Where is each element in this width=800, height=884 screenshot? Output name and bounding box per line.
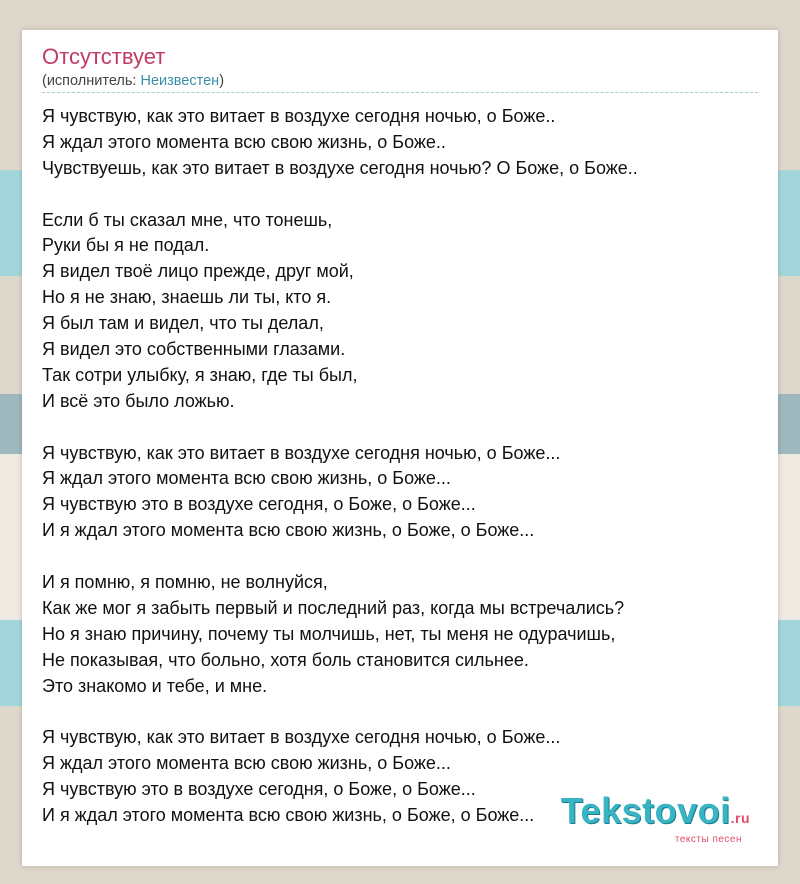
lyric-line: Я был там и видел, что ты делал,: [42, 313, 324, 334]
lyric-line: [42, 415, 762, 441]
artist-suffix: ): [219, 73, 225, 89]
lyric-line: И я ждал этого момента всю свою жизнь, о Боже, о Боже...: [42, 805, 535, 826]
lyric-line: Я видел это собственными глазами.: [42, 339, 346, 360]
logo-wordmark: [560, 790, 750, 836]
lyric-line: Я чувствую, как это витает в воздухе сегодня ночью, о Боже..: [42, 106, 556, 126]
lyric-line: И я помню, я помню, не волнуйся,: [42, 572, 328, 593]
lyric-line: Я ждал этого момента всю свою жизнь, о Боже...: [42, 468, 451, 489]
lyric-line: Я чувствую это в воздухе сегодня, о Боже, о Боже...: [42, 779, 476, 800]
song-title: Отсутствует: [42, 44, 166, 69]
artist-prefix: (исполнитель:: [42, 73, 141, 89]
lyric-line: [42, 182, 762, 208]
lyric-line: Это знакомо и тебе, и мне.: [42, 675, 268, 696]
lyric-line: Как же мог я забыть первый и последний раз, когда мы встречались?: [42, 597, 625, 618]
lyric-line: Я видел твоё лицо прежде, друг мой,: [42, 261, 354, 282]
artist-line: [42, 73, 224, 89]
logo-brand: Tekstovoi: [560, 790, 731, 831]
lyric-line: Так сотри улыбку, я знаю, где ты был,: [42, 364, 358, 385]
lyric-line: Я чувствую, как это витает в воздухе сегодня ночью, о Боже...: [42, 442, 561, 463]
lyric-line: И я ждал этого момента всю свою жизнь, о Боже, о Боже...: [42, 520, 535, 541]
lyric-line: Я чувствую это в воздухе сегодня, о Боже, о Боже...: [42, 494, 476, 515]
lyric-line: Я ждал этого момента всю свою жизнь, о Боже...: [42, 753, 451, 774]
divider: [42, 92, 758, 93]
lyric-line: Руки бы я не подал.: [42, 235, 210, 256]
lyric-line: [42, 699, 762, 725]
lyric-line: Если б ты сказал мне, что тонешь,: [42, 209, 333, 230]
logo-tld: .ru: [730, 810, 750, 826]
lyric-line: Но я не знаю, знаешь ли ты, кто я.: [42, 287, 332, 308]
site-logo[interactable]: [560, 790, 750, 845]
lyric-line: Чувствуешь, как это витает в воздухе сегодня ночью? О Боже, о Боже..: [42, 157, 638, 178]
lyrics-card: [22, 30, 778, 866]
logo-tagline: тексты песен: [674, 834, 742, 845]
artist-link[interactable]: Неизвестен: [140, 73, 220, 89]
lyric-line: Но я знаю причину, почему ты молчишь, нет, ты меня не одурачишь,: [42, 623, 616, 644]
lyric-line: И всё это было ложью.: [42, 390, 235, 411]
lyrics-text: [42, 104, 762, 829]
lyric-line: Не показывая, что больно, хотя боль становится сильнее.: [42, 649, 529, 670]
lyric-line: [42, 544, 762, 570]
lyric-line: Я ждал этого момента всю свою жизнь, о Боже..: [42, 131, 446, 152]
lyric-line: Я чувствую, как это витает в воздухе сегодня ночью, о Боже...: [42, 727, 561, 748]
